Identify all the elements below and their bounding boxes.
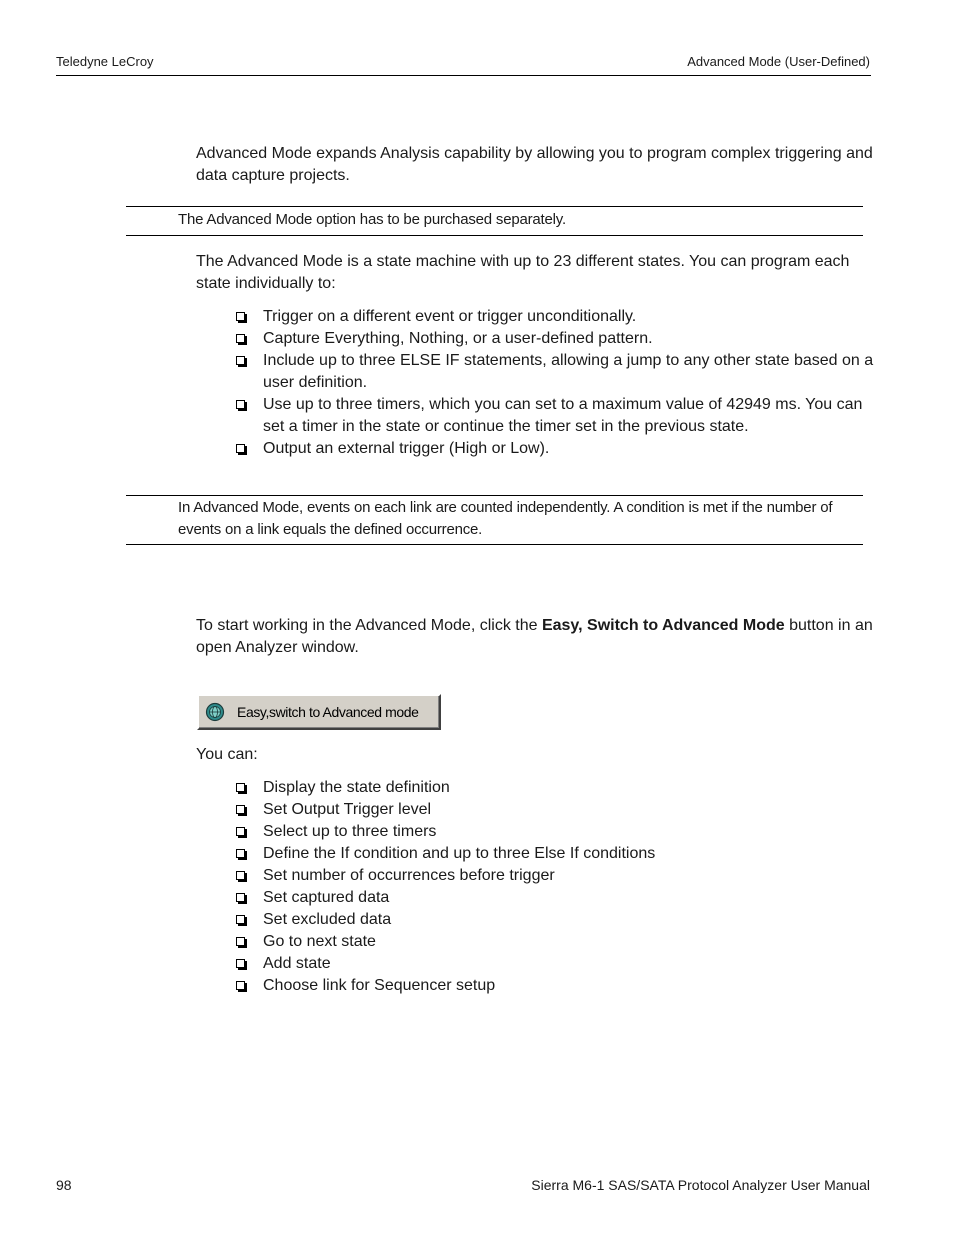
- checkbox-bullet-icon: [236, 334, 245, 343]
- list-item-text: Set excluded data: [263, 911, 392, 928]
- checkbox-bullet-icon: [236, 783, 245, 792]
- switch-advanced-mode-label: Easy,switch to Advanced mode: [237, 704, 419, 720]
- footer-manual-title: Sierra M6-1 SAS/SATA Protocol Analyzer User Manual: [531, 1177, 870, 1193]
- list-item: [236, 777, 876, 799]
- list-item-text: Define the If condition and up to three Else If conditions: [263, 845, 656, 862]
- list-item: [236, 799, 876, 821]
- list-item: [236, 350, 876, 394]
- button-name-emphasis: Easy, Switch to Advanced Mode: [541, 617, 785, 634]
- list-item-text: Set captured data: [263, 889, 390, 906]
- checkbox-bullet-icon: [236, 915, 245, 924]
- list-item-text: Capture Everything, Nothing, or a user-defined pattern.: [263, 330, 653, 347]
- list-item-text: Include up to three ELSE IF statements, allowing a jump to any other state based on a user definition.: [263, 352, 874, 391]
- start-paragraph: [196, 615, 876, 659]
- list-item-text: Select up to three timers: [263, 823, 437, 840]
- globe-icon: [205, 702, 225, 722]
- checkbox-bullet-icon: [236, 312, 245, 321]
- page-number: 98: [56, 1177, 72, 1193]
- list-item: [236, 306, 876, 328]
- list-item-text: Add state: [263, 955, 331, 972]
- header-company: Teledyne LeCroy: [56, 54, 154, 69]
- checkbox-bullet-icon: [236, 400, 245, 409]
- list-item: [236, 931, 876, 953]
- checkbox-bullet-icon: [236, 444, 245, 453]
- header-divider: [56, 75, 871, 76]
- checkbox-bullet-icon: [236, 871, 245, 880]
- checkbox-bullet-icon: [236, 805, 245, 814]
- checkbox-bullet-icon: [236, 893, 245, 902]
- list-item-text: Choose link for Sequencer setup: [263, 977, 496, 994]
- list-item: [236, 821, 876, 843]
- checkbox-bullet-icon: [236, 849, 245, 858]
- list-item: [236, 328, 876, 350]
- you-can-label: You can:: [196, 746, 258, 763]
- state-machine-paragraph: The Advanced Mode is a state machine with up to 23 different states. You can program each state individually to:: [196, 253, 850, 292]
- note-link-events-text: In Advanced Mode, events on each link are counted independently. A condition is met if the number of events on a link equals the defined occurrence.: [178, 499, 833, 538]
- list-item: [236, 909, 876, 931]
- list-item: [236, 438, 876, 460]
- checkbox-bullet-icon: [236, 959, 245, 968]
- list-item-text: Trigger on a different event or trigger unconditionally.: [263, 308, 637, 325]
- switch-advanced-mode-button[interactable]: [197, 694, 441, 730]
- list-item-text: Use up to three timers, which you can set to a maximum value of 42949 ms. You can set a timer in the state or continue the timer set in the previous state.: [263, 396, 863, 435]
- note-purchase-text: The Advanced Mode option has to be purchased separately.: [178, 211, 566, 228]
- start-text-before: To start working in the Advanced Mode, click the: [196, 617, 542, 634]
- list-item: [236, 394, 876, 438]
- state-capability-list: [236, 306, 876, 460]
- header-section-title: Advanced Mode (User-Defined): [687, 54, 870, 69]
- note-link-events: [126, 495, 863, 545]
- note-purchase: [126, 206, 863, 236]
- start-text-after: button in an open Analyzer window.: [196, 617, 873, 656]
- list-item-text: Go to next state: [263, 933, 376, 950]
- list-item-text: Set number of occurrences before trigger: [263, 867, 555, 884]
- list-item-text: Display the state definition: [263, 779, 450, 796]
- intro-paragraph: Advanced Mode expands Analysis capability by allowing you to program complex triggering and data capture projects.: [196, 145, 873, 184]
- list-item: [236, 887, 876, 909]
- list-item: [236, 953, 876, 975]
- list-item-text: Output an external trigger (High or Low).: [263, 440, 550, 457]
- list-item-text: Set Output Trigger level: [263, 801, 432, 818]
- checkbox-bullet-icon: [236, 827, 245, 836]
- list-item: [236, 843, 876, 865]
- list-item: [236, 975, 876, 997]
- checkbox-bullet-icon: [236, 937, 245, 946]
- advanced-mode-feature-list: [236, 777, 876, 997]
- list-item: [236, 865, 876, 887]
- checkbox-bullet-icon: [236, 981, 245, 990]
- checkbox-bullet-icon: [236, 356, 245, 365]
